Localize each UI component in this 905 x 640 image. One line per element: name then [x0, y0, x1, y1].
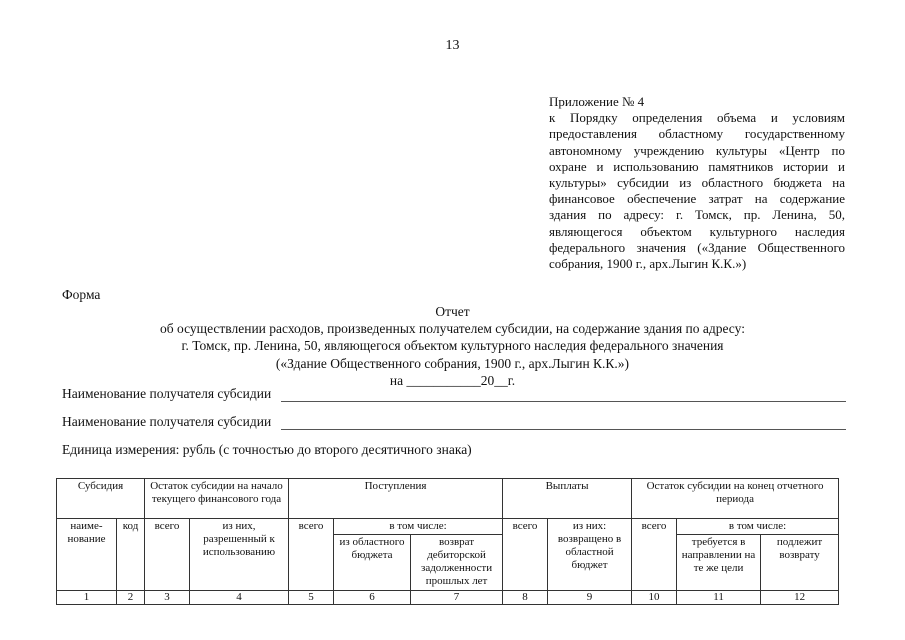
col-code: код [117, 519, 145, 591]
column-number: 5 [289, 591, 334, 605]
appendix-text: к Порядку определения объема и условиям предоставления областному государственному автономному учреждению культуры «Центр по охране и использованию памятников истории и культуры» субсидии из областного бюджета на финансовое обеспечение затрат на содержание здания по адресу: г. Томск, пр. Ленина, 50, являющегося объектом культурного наследия федерального значения («Здание Общественного собрания, 1900 г., арх.Лыгин К.К.») [549, 110, 845, 272]
column-number: 10 [632, 591, 677, 605]
col-returned: из них: возвращено в областной бюджет [548, 519, 632, 591]
col-required-same-purposes: требуется в направлении на те же цели [677, 535, 761, 591]
column-number: 4 [190, 591, 289, 605]
form-label: Форма [62, 287, 101, 302]
page-number: 13 [445, 38, 460, 53]
appendix-block [549, 94, 845, 272]
header-receipts: Поступления [289, 479, 503, 519]
col-receivables-return: возврат дебиторской задолженности прошлых лет [411, 535, 503, 591]
col-name: наиме-нование [57, 519, 117, 591]
recipient-row-2 [62, 414, 846, 430]
header-subsidy: Субсидия [57, 479, 145, 519]
report-title-line: («Здание Общественного собрания, 1900 г., арх.Лыгин К.К.») [275, 355, 630, 371]
col-total-end: всего [632, 519, 677, 591]
col-total-payments: всего [503, 519, 548, 591]
header-payments: Выплаты [503, 479, 632, 519]
recipient-input-line-2[interactable] [281, 415, 846, 430]
column-number: 7 [411, 591, 503, 605]
column-number: 6 [334, 591, 411, 605]
col-total-start: всего [145, 519, 190, 591]
column-number: 3 [145, 591, 190, 605]
column-number: 12 [761, 591, 839, 605]
appendix-title: Приложение № 4 [549, 94, 645, 109]
report-title-line: г. Томск, пр. Ленина, 50, являющегося объектом культурного наследия федерального значения [181, 338, 724, 354]
col-including-receipts: в том числе: [334, 519, 503, 535]
header-end-balance: Остаток субсидии на конец отчетного периода [632, 479, 839, 519]
report-title-line: Отчет [435, 304, 470, 319]
report-table [56, 478, 839, 605]
column-number: 9 [548, 591, 632, 605]
col-to-return: подлежит возврату [761, 535, 839, 591]
col-regional-budget: из областного бюджета [334, 535, 411, 591]
report-title-line: об осуществлении расходов, произведенных получателем субсидии, на содержание здания по адресу: [160, 321, 745, 337]
col-permitted: из них, разрешенный к использованию [190, 519, 289, 591]
col-total-receipts: всего [289, 519, 334, 591]
report-title [0, 303, 905, 389]
header-start-balance: Остаток субсидии на начало текущего финансового года [145, 479, 289, 519]
column-number: 1 [57, 591, 117, 605]
col-including-end: в том числе: [677, 519, 839, 535]
column-number: 2 [117, 591, 145, 605]
recipient-row-1 [62, 386, 846, 402]
column-number: 8 [503, 591, 548, 605]
recipient-label-1: Наименование получателя субсидии [62, 386, 272, 401]
report-period-line: на ___________20__г. [389, 372, 516, 388]
recipient-input-line-1[interactable] [281, 387, 846, 402]
unit-of-measure: Единица измерения: рубль (с точностью до второго десятичного знака) [62, 442, 472, 457]
recipient-label-2: Наименование получателя субсидии [62, 414, 272, 429]
column-number: 11 [677, 591, 761, 605]
